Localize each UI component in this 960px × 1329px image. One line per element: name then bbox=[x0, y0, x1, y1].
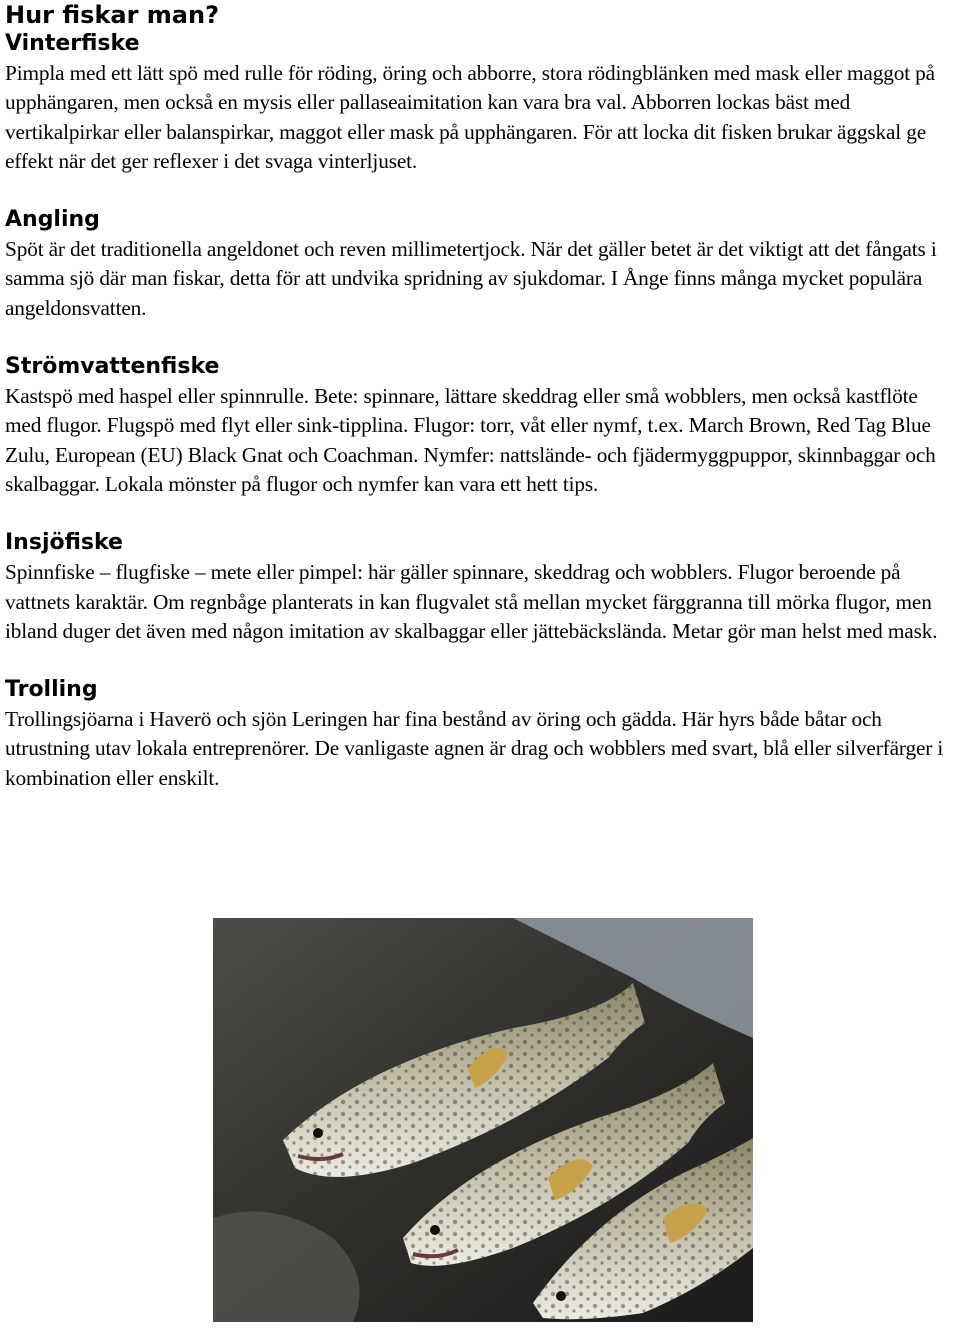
section-heading: Angling bbox=[5, 207, 100, 233]
section-heading: Trolling bbox=[5, 677, 98, 703]
section-spacer bbox=[5, 499, 957, 528]
section-body: Spinnfiske – flugfiske – mete eller pimpel: här gäller spinnare, skeddrag och wobblers. Flugor beroende på vattnets karaktär. Om regnbåge planterats in kan flugvalet stå mellan mycket färggranna till mörka flugor, men ibland duger det även med någon imitation av skalbaggar eller jättebäcksländа. Metar gör man helst med mask. bbox=[5, 560, 938, 643]
section-angling bbox=[5, 205, 957, 323]
section-heading: Vinterfiske bbox=[5, 31, 140, 56]
document-page bbox=[5, 0, 957, 793]
section-body: Kastspö med haspel eller spinnrulle. Bete: spinnare, lättare skeddrag eller små wobblers, men också kastflöte med flugor. Flugspö med flyt eller sink-tipplina. Flugor: torr, våt eller nymf, t.ex. March Brown, Red Tag Blue Zulu, European (EU) Black Gnat och Coachman. Nymfer: nattslände- och fjädermyggpuppor, skinnbaggar och skalbaggar. Lokala mönster på flugor och nymfer kan vara ett hett tips. bbox=[5, 384, 936, 496]
section-spacer bbox=[5, 646, 957, 675]
trout-photo bbox=[213, 918, 753, 1322]
section-spacer bbox=[5, 176, 957, 205]
section-stromvattenfiske bbox=[5, 352, 957, 499]
section-body: Trollingsjöarna i Haverö och sjön Leringen har fina bestånd av öring och gädda. Här hyrs både båtar och utrustning utav lokala entreprenörer. De vanligaste agnen är drag och wobblers med svart, blå eller silverfärger i kombination eller enskilt. bbox=[5, 707, 944, 790]
page-title: Hur fiskar man? bbox=[5, 1, 219, 29]
section-body: Pimpla med ett lätt spö med rulle för röding, öring och abborre, stora rödingblänken med mask eller maggot på upphängaren, men också en mysis eller pallaseaimitation kan vara bra val. Abborren lockas bäst med vertikalpirkar eller balanspirkar, maggot eller mask på upphängaren. För att locka dit fisken brukar äggskal ge effekt när det ger reflexer i det svaga vinterljuset. bbox=[5, 61, 935, 173]
section-heading: Strömvattenfiske bbox=[5, 354, 220, 380]
section-body: Spöt är det traditionella angeldonet och reven millimetertjock. När det gäller betet är det viktigt att det fångats i samma sjö där man fiskar, detta för att undvika spridning av sjukdomar. I Ånge finns många mycket populära angeldonsvatten. bbox=[5, 237, 937, 320]
section-trolling bbox=[5, 675, 957, 793]
section-spacer bbox=[5, 323, 957, 352]
section-heading: Insjöfiske bbox=[5, 530, 123, 556]
section-insjofiske bbox=[5, 528, 957, 646]
section-vinterfiske bbox=[5, 29, 957, 176]
